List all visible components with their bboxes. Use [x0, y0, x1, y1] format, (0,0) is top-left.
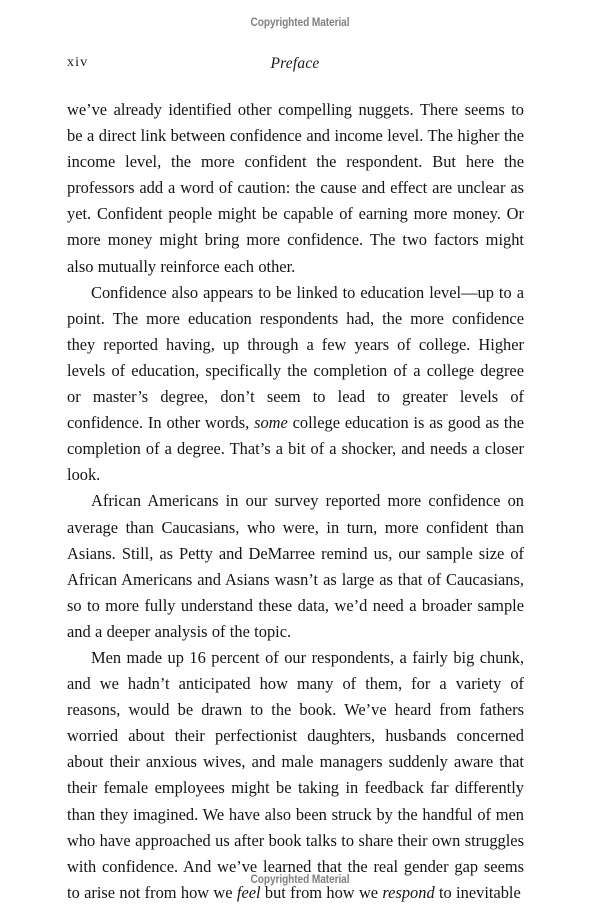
copyright-watermark-bottom: Copyrighted Material	[250, 874, 350, 886]
copyright-watermark-top: Copyrighted Material	[250, 17, 350, 29]
emphasis-text: respond	[382, 882, 435, 902]
running-head-title: Preface	[270, 55, 320, 72]
page-number: xiv	[67, 55, 89, 70]
paragraph: we’ve already identified other compelling nuggets. There seems to be a direct link between confidence and income level. The higher the income level, the more confident the respondent. But here the professors add a word of caution: the cause and effect are unclear as yet. Confident people might be capable of earning more money. Or more money might bring more confidence. The two factors might also mutually reinforce each other.	[67, 100, 524, 276]
paragraph: Men made up 16 percent of our respondents, a fairly big chunk, and we hadn’t anticipated how many of them, for a variety of reasons, would be drawn to the book. We’ve heard from fathers worried about their perfectionist daughters, husbands concerned about their anxious wives, and male managers suddenly aware that their female employees might be taking in feedback far differently than they imagined. We have also been struck by the handful of men who have approached us after book talks to share their own struggles with confidence. And we’ve learned that the real gender gap seems to arise not from how we feel but from how we respond to inevitable	[67, 647, 524, 902]
body-text-block	[67, 97, 524, 906]
paragraph: African Americans in our survey reported more confidence on average than Caucasians, who were, in turn, more confident than Asians. Still, as Petty and DeMarree remind us, our sample size of African Americans and Asians wasn’t as large as that of Caucasians, so to more fully understand these data, we’d need a broader sample and a deeper analysis of the topic.	[67, 491, 524, 641]
emphasis-text: feel	[236, 882, 261, 902]
paragraph: Confidence also appears to be linked to education level—up to a point. The more education respondents had, the more confidence they reported having, up through a few years of college. Higher levels of education, specifically the completion of a college degree or master’s degree, don’t seem to lead to greater levels of confidence. In other words, some college education is as good as the completion of a degree. That’s a bit of a shocker, and needs a closer look.	[67, 282, 524, 485]
emphasis-text: some	[254, 413, 288, 433]
running-head	[67, 55, 523, 75]
